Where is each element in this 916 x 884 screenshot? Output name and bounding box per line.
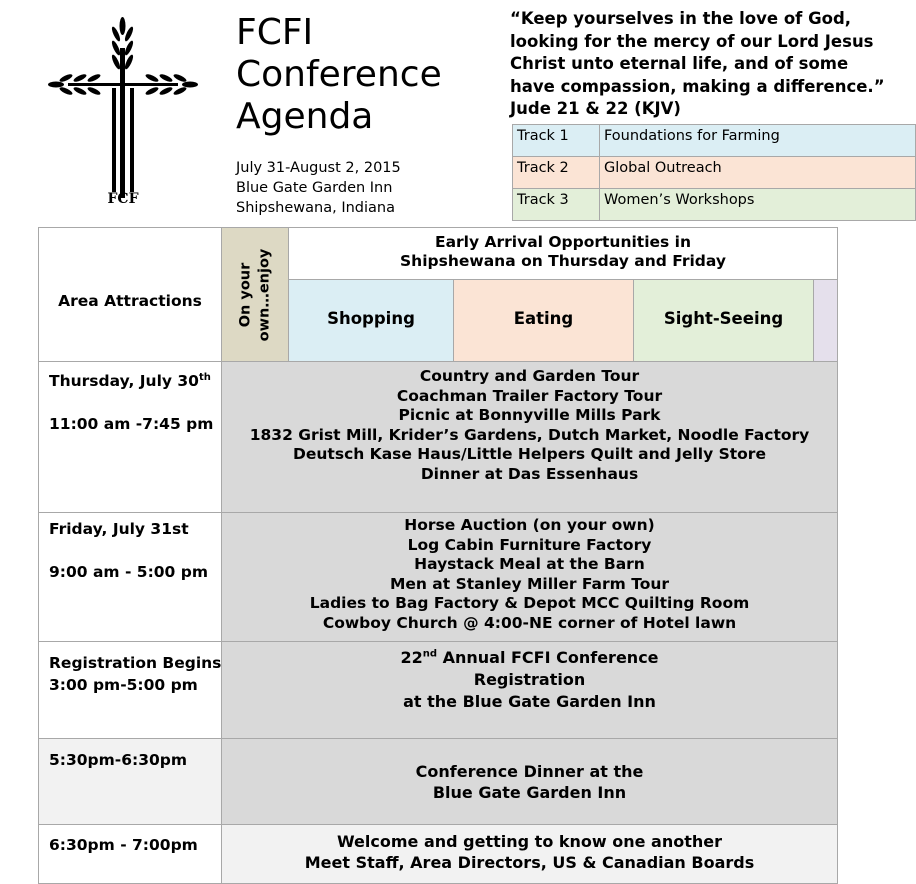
track-name: Global Outreach (599, 157, 915, 189)
category-shopping (288, 279, 454, 362)
quote-citation: Jude 21 & 22 (KJV) (510, 99, 681, 118)
category-label: Eating (513, 309, 574, 328)
early-arrival-line-2: Shipshewana on Thursday and Friday (400, 252, 726, 270)
event-location: Shipshewana, Indiana (236, 200, 395, 216)
list-item: Men at Stanley Miller Farm Tour (389, 574, 670, 593)
title-line-3: Agenda (236, 96, 374, 137)
page-title (236, 12, 442, 138)
list-item: Picnic at Bonnyville Mills Park (398, 406, 661, 424)
registration-line-1: 22nd Annual FCFI Conference (400, 648, 659, 667)
on-your-own-cell (221, 227, 289, 362)
thursday-activities-cell (221, 361, 838, 513)
agenda-table (38, 227, 838, 873)
category-label: Shopping (327, 309, 415, 328)
track-number: Track 2 (513, 157, 600, 189)
category-sight-seeing (633, 279, 814, 362)
svg-text:FCF: FCF (107, 191, 139, 207)
registration-label: Registration Begins (49, 654, 222, 672)
welcome-time: 6:30pm - 7:00pm (49, 836, 198, 854)
registration-cell (221, 641, 838, 739)
quote-line-4: have compassion, making a difference.” (510, 76, 885, 96)
track-row (513, 189, 916, 221)
quote-line-3: Christ unto eternal life, and of some (510, 54, 849, 73)
track-row (513, 157, 916, 189)
list-item: Coachman Trailer Factory Tour (396, 386, 663, 405)
on-your-own-label: On your own…enjoy (237, 248, 273, 342)
list-item: Dinner at Das Essenhaus (420, 464, 639, 483)
list-item: Log Cabin Furniture Factory (407, 535, 652, 554)
tracks-legend (512, 124, 916, 221)
title-line-1: FCFI (236, 12, 314, 53)
registration-label-cell (38, 641, 222, 739)
title-line-2: Conference (236, 54, 442, 95)
thursday-day: Thursday, July 30th (49, 371, 211, 390)
registration-line-2: Registration (473, 670, 586, 689)
list-item: Cowboy Church @ 4:00-NE corner of Hotel lawn (322, 613, 737, 632)
quote-line-1: “Keep yourselves in the love of God, (510, 9, 852, 28)
event-info (236, 158, 401, 218)
area-attractions-label-cell (38, 227, 222, 362)
category-eating (453, 279, 634, 362)
track-name: Foundations for Farming (599, 125, 915, 157)
track-row (513, 125, 916, 157)
area-attractions-label: Area Attractions (58, 292, 202, 310)
event-venue: Blue Gate Garden Inn (236, 180, 393, 196)
welcome-line-1: Welcome and getting to know one another (336, 832, 723, 851)
quote-line-2: looking for the mercy of our Lord Jesus (510, 31, 874, 51)
list-item: Horse Auction (on your own) (404, 516, 655, 534)
registration-line-3: at the Blue Gate Garden Inn (403, 692, 656, 711)
dinner-time: 5:30pm-6:30pm (49, 751, 188, 769)
friday-time: 9:00 am - 5:00 pm (49, 563, 208, 581)
thursday-label-cell (38, 361, 222, 513)
list-item: Haystack Meal at the Barn (414, 555, 645, 573)
welcome-cell (221, 824, 838, 884)
dinner-cell (221, 738, 838, 825)
track-number: Track 1 (513, 125, 600, 157)
list-item: Ladies to Bag Factory & Depot MCC Quilting Room (309, 594, 750, 612)
dinner-line-1: Conference Dinner at the (415, 762, 644, 781)
friday-day: Friday, July 31st (49, 520, 189, 538)
event-dates: July 31-August 2, 2015 (236, 160, 401, 176)
category-extra-swatch (813, 279, 838, 362)
welcome-label-cell (38, 824, 222, 884)
dinner-label-cell (38, 738, 222, 825)
scripture-quote (510, 8, 910, 121)
dinner-line-2: Blue Gate Garden Inn (432, 783, 627, 802)
list-item: Deutsch Kase Haus/Little Helpers Quilt and Jelly Store (293, 445, 766, 463)
category-label: Sight-Seeing (663, 309, 784, 328)
welcome-line-2: Meet Staff, Area Directors, US & Canadian Boards (304, 853, 755, 872)
registration-time: 3:00 pm-5:00 pm (49, 676, 198, 694)
thursday-time: 11:00 am -7:45 pm (49, 415, 214, 433)
track-name: Women’s Workshops (599, 189, 915, 221)
early-arrival-line-1: Early Arrival Opportunities in (434, 233, 692, 251)
list-item: Country and Garden Tour (419, 367, 640, 385)
track-number: Track 3 (513, 189, 600, 221)
early-arrival-cell (288, 227, 838, 280)
friday-activities-cell (221, 512, 838, 642)
friday-label-cell (38, 512, 222, 642)
fcf-wheat-cross-logo (48, 8, 198, 208)
list-item: 1832 Grist Mill, Krider’s Gardens, Dutch Market, Noodle Factory (249, 425, 810, 444)
